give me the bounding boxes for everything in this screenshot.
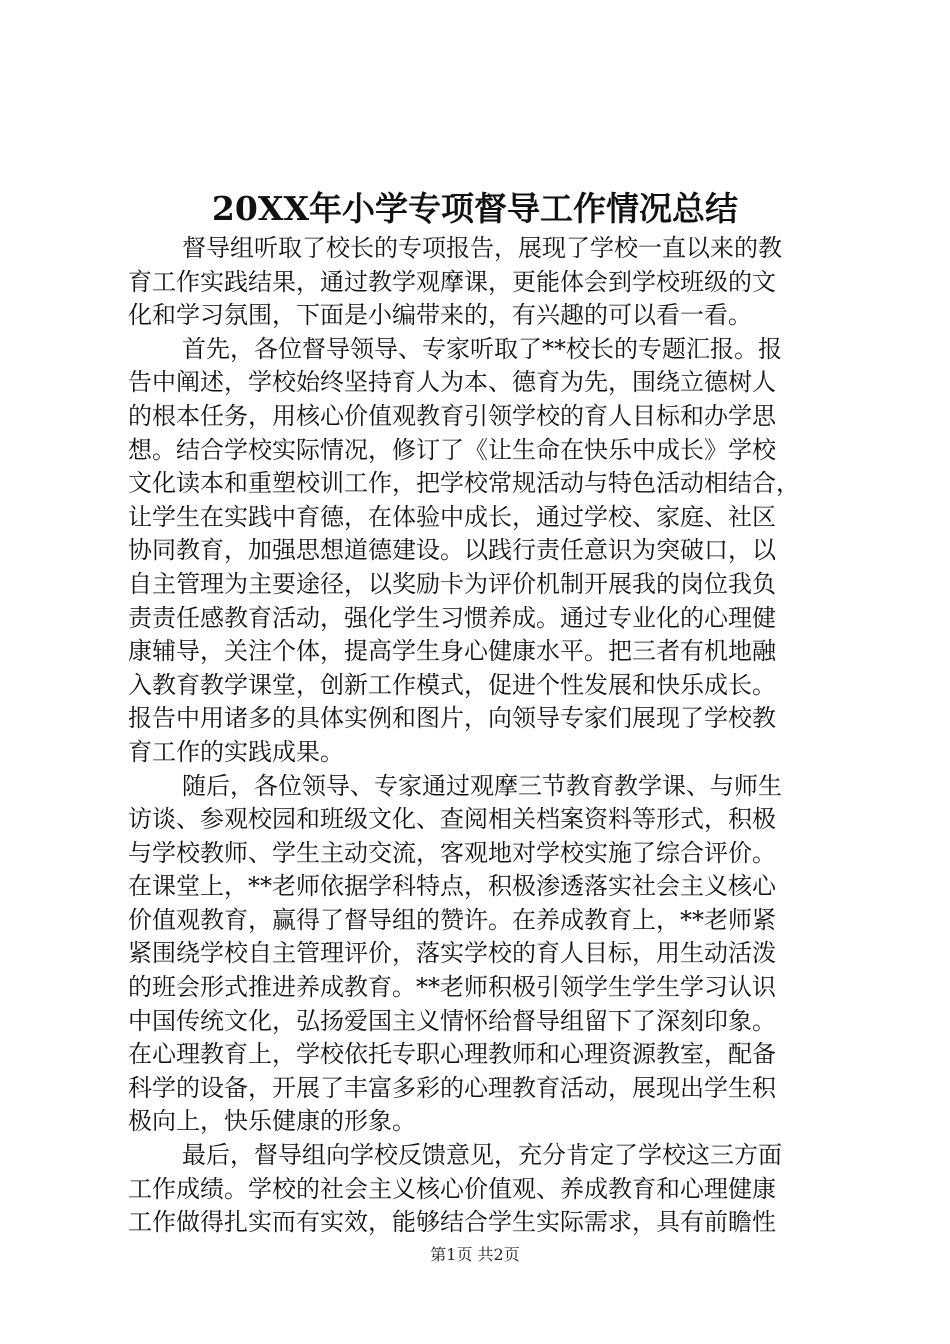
text-line: 育工作的实践成果。 [128, 737, 344, 766]
text-line: 的根本任务，用核心价值观教育引领学校的育人目标和办学思 [128, 401, 776, 430]
page-footer: 第1页 共2页 [430, 1245, 520, 1264]
text-line: 协同教育，加强思想道德建设。以践行责任意识为突破口，以 [128, 536, 776, 565]
text-line: 中国传统文化，弘扬爱国主义情怀给督导组留下了深刻印象。 [128, 1006, 776, 1035]
paragraph-2 [128, 333, 844, 770]
document-body [128, 232, 844, 1240]
text-line: 想。结合学校实际情况，修订了《让生命在快乐中成长》学校 [128, 435, 776, 464]
text-line: 工作成绩。学校的社会主义核心价值观、养成教育和心理健康 [128, 1174, 776, 1203]
text-line: 价值观教育，赢得了督导组的赞许。在养成教育上，**老师紧 [128, 905, 776, 934]
paragraph-1 [128, 232, 844, 333]
text-line: 首先，各位督导领导、专家听取了**校长的专题汇报。报 [182, 334, 782, 363]
text-line: 入教育教学课堂，创新工作模式，促进个性发展和快乐成长。 [128, 670, 776, 699]
text-line: 最后，督导组向学校反馈意见，充分肯定了学校这三方面 [182, 1141, 782, 1170]
text-line: 在心理教育上，学校依托专职心理教师和心理资源教室，配备 [128, 1040, 776, 1069]
text-line: 紧围绕学校自主管理评价，落实学校的育人目标，用生动活泼 [128, 939, 776, 968]
text-line: 极向上，快乐健康的形象。 [128, 1107, 416, 1136]
text-line: 的班会形式推进养成教育。**老师积极引领学生学生学习认识 [128, 973, 776, 1002]
text-line: 报告中用诸多的具体实例和图片，向领导专家们展现了学校教 [128, 704, 776, 733]
document-title: 20XX年小学专项督导工作情况总结 [211, 189, 739, 228]
text-line: 随后，各位领导、专家通过观摩三节教育教学课、与师生 [182, 771, 782, 800]
text-line: 育工作实践结果，通过教学观摩课，更能体会到学校班级的文 [128, 267, 776, 296]
text-line: 在课堂上，**老师依据学科特点，积极渗透落实社会主义核心 [128, 872, 776, 901]
paragraph-4 [128, 1139, 844, 1240]
text-line: 文化读本和重塑校训工作，把学校常规活动与特色活动相结合， [128, 469, 800, 498]
paragraph-3 [128, 770, 844, 1140]
text-line: 督导组听取了校长的专项报告，展现了学校一直以来的教 [182, 234, 782, 262]
text-line: 访谈、参观校园和班级文化、查阅相关档案资料等形式，积极 [128, 805, 776, 834]
text-line: 责责任感教育活动，强化学生习惯养成。通过专业化的心理健 [128, 603, 776, 632]
text-line: 康辅导，关注个体，提高学生身心健康水平。把三者有机地融 [128, 637, 776, 666]
text-line: 科学的设备，开展了丰富多彩的心理教育活动，展现出学生积 [128, 1073, 776, 1102]
text-line: 告中阐述，学校始终坚持育人为本、德育为先，围绕立德树人 [128, 368, 776, 397]
text-line: 工作做得扎实而有实效，能够结合学生实际需求，具有前瞻性 [128, 1208, 776, 1237]
text-line: 让学生在实践中育德，在体验中成长，通过学校、家庭、社区 [128, 502, 776, 531]
text-line: 化和学习氛围，下面是小编带来的，有兴趣的可以看一看。 [128, 301, 752, 330]
text-line: 与学校教师、学生主动交流，客观地对学校实施了综合评价。 [128, 838, 776, 867]
text-line: 自主管理为主要途径，以奖励卡为评价机制开展我的岗位我负 [128, 569, 776, 598]
